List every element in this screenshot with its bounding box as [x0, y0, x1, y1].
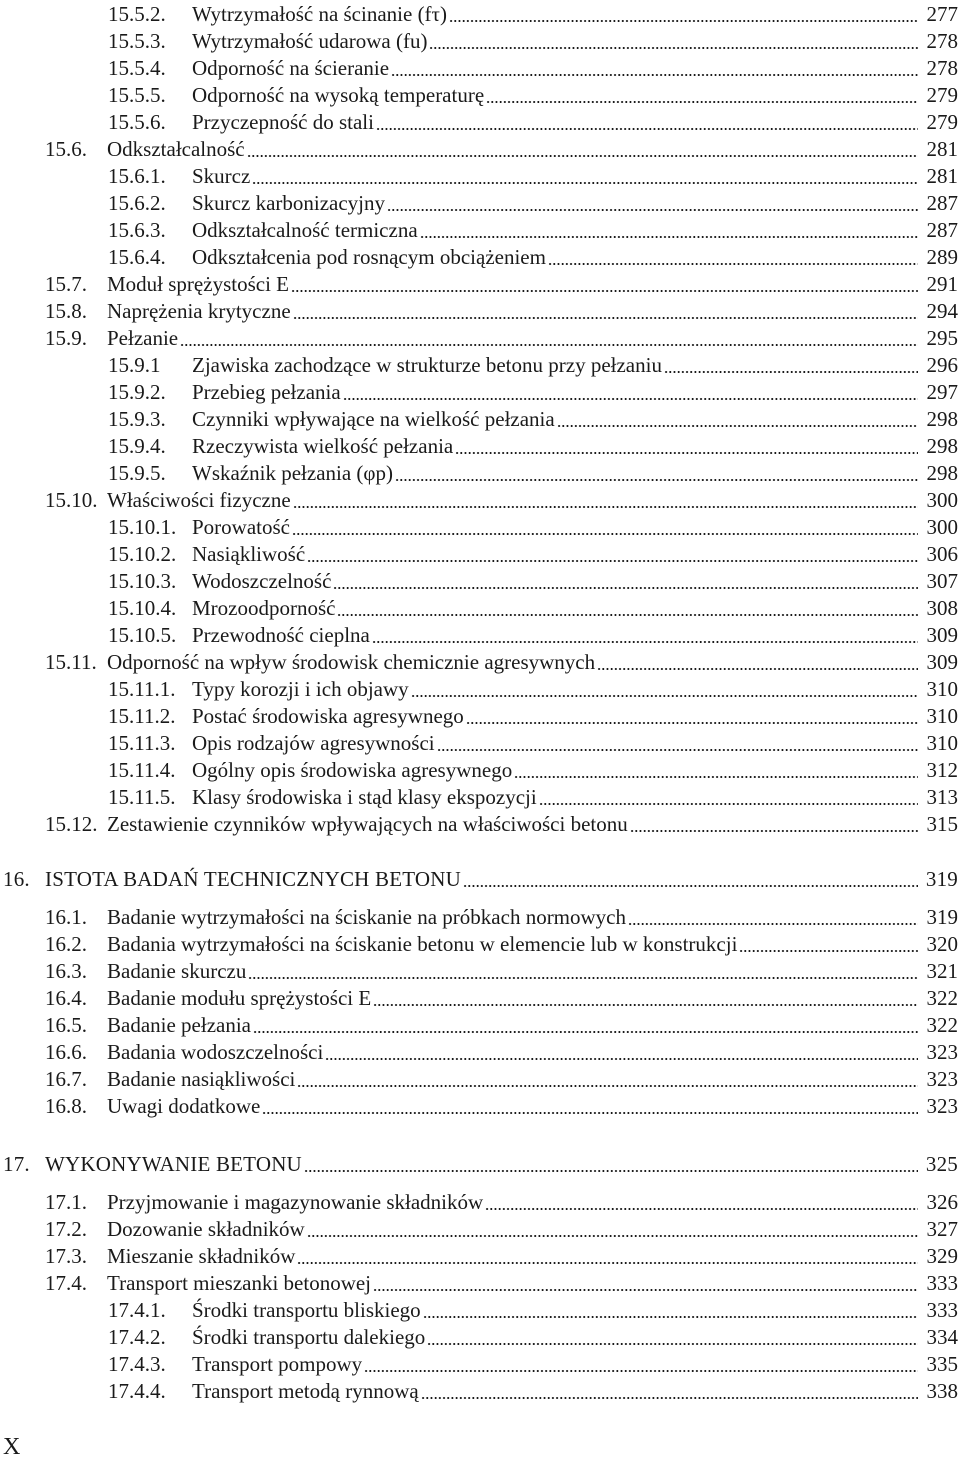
toc-entry	[0, 405, 958, 432]
toc-entry-title: Zestawienie czynników wpływających na właściwości betonu	[107, 812, 628, 836]
toc-entry-page: 279	[926, 83, 958, 107]
toc-entry-number: 15.11.4.	[108, 758, 176, 782]
toc-entry	[0, 783, 958, 810]
dot-leader	[437, 733, 918, 754]
toc-entry-page: 298	[926, 407, 958, 431]
toc-entry-page: 329	[926, 1244, 958, 1268]
toc-entry-number: 16.8.	[45, 1094, 87, 1118]
dot-leader	[252, 166, 918, 187]
toc-entry-number: 17.3.	[45, 1244, 87, 1268]
dot-leader	[466, 706, 918, 727]
toc-entry-title: Środki transportu bliskiego	[192, 1298, 421, 1322]
toc-entry-title: Przyjmowanie i magazynowanie składników	[107, 1190, 484, 1214]
toc-entry-page: 281	[926, 137, 958, 161]
toc-entry-title: Wskaźnik pełzania (φp)	[192, 461, 394, 485]
toc-entry-title: Wytrzymałość udarowa (fu)	[192, 29, 428, 53]
toc-entry-page: 323	[926, 1040, 958, 1064]
toc-entry-title: Właściwości fizyczne	[107, 488, 291, 512]
dot-leader	[343, 382, 918, 403]
dot-leader	[372, 625, 918, 646]
toc-entry-title: Odporność na wysoką temperaturę	[192, 83, 485, 107]
toc-entry-number: 15.9.2.	[108, 380, 166, 404]
dot-leader	[333, 571, 918, 592]
toc-entry-number: 17.2.	[45, 1217, 87, 1241]
toc-entry	[0, 135, 958, 162]
toc-entry-title: Odkształcalność	[107, 137, 245, 161]
toc-entry	[0, 567, 958, 594]
toc-entry-title: Skurcz karbonizacyjny	[192, 191, 386, 215]
toc-entry-page: 321	[926, 959, 958, 983]
toc-entry	[0, 1377, 958, 1404]
toc-entry-page: 310	[926, 704, 958, 728]
dot-leader	[449, 4, 918, 25]
toc-entry-page: 334	[926, 1325, 958, 1349]
toc-entry-title: Badanie skurczu	[107, 959, 247, 983]
toc-entry-number: 15.5.5.	[108, 83, 166, 107]
toc-entry	[0, 351, 958, 378]
toc-entry-title: Badanie modułu sprężystości E	[107, 986, 372, 1010]
toc-entry-page: 323	[926, 1094, 958, 1118]
toc-entry-page: 281	[926, 164, 958, 188]
toc-entry-number: 16.	[3, 867, 30, 891]
toc-entry-page: 319	[926, 905, 958, 929]
toc-entry	[0, 162, 958, 189]
toc-entry-title: Zjawiska zachodzące w strukturze betonu przy pełzaniu	[192, 353, 662, 377]
toc-entry	[0, 378, 958, 405]
toc-entry-page: 287	[926, 218, 958, 242]
toc-entry-page: 287	[926, 191, 958, 215]
toc-entry-page: 313	[926, 785, 958, 809]
toc-entry	[0, 810, 958, 837]
toc-entry-page: 338	[926, 1379, 958, 1403]
toc-entry-number: 15.9.3.	[108, 407, 166, 431]
toc-entry-page: 298	[926, 461, 958, 485]
toc-entry-page: 327	[926, 1217, 958, 1241]
toc-entry-number: 15.6.4.	[108, 245, 166, 269]
toc-entry-number: 15.6.3.	[108, 218, 166, 242]
toc-entry	[0, 108, 958, 135]
toc-entry-page: 298	[926, 434, 958, 458]
toc-entry	[0, 594, 958, 621]
toc-entry-page: 326	[926, 1190, 958, 1214]
toc-entry-number: 15.11.3.	[108, 731, 176, 755]
toc-entry-page: 322	[926, 1013, 958, 1037]
toc-entry	[0, 81, 958, 108]
dot-leader	[421, 1381, 918, 1402]
dot-leader	[304, 1154, 918, 1175]
toc-entry-page: 323	[926, 1067, 958, 1091]
toc-entry-title: Postać środowiska agresywnego	[192, 704, 464, 728]
toc-entry-number: 15.6.1.	[108, 164, 166, 188]
toc-entry	[0, 54, 958, 81]
toc-entry-number: 15.5.3.	[108, 29, 166, 53]
dot-leader	[539, 787, 918, 808]
toc-entry-number: 16.6.	[45, 1040, 87, 1064]
toc-entry-number: 17.1.	[45, 1190, 87, 1214]
toc-entry-number: 16.5.	[45, 1013, 87, 1037]
dot-leader	[364, 1354, 918, 1375]
toc-entry-number: 15.9.4.	[108, 434, 166, 458]
toc-entry-number: 15.7.	[45, 272, 87, 296]
dot-leader	[387, 193, 918, 214]
dot-leader	[337, 598, 918, 619]
toc-entry-title: Badanie wytrzymałości na ściskanie na próbkach normowych	[107, 905, 627, 929]
toc-entry-page: 307	[926, 569, 958, 593]
toc-entry-number: 16.4.	[45, 986, 87, 1010]
dot-leader	[253, 1015, 918, 1036]
toc-entry-number: 17.4.3.	[108, 1352, 166, 1376]
toc-entry-number: 15.6.2.	[108, 191, 166, 215]
toc-entry	[0, 1323, 958, 1350]
toc-entry-title: Naprężenia krytyczne	[107, 299, 291, 323]
toc-entry-title: Mrozoodporność	[192, 596, 336, 620]
toc-entry	[0, 243, 958, 270]
toc-entry-title: Odkształcenia pod rosnącym obciążeniem	[192, 245, 546, 269]
toc-entry-page: 320	[926, 932, 958, 956]
toc-entry-page: 289	[926, 245, 958, 269]
dot-leader	[597, 652, 918, 673]
toc-entry-title: Ogólny opis środowiska agresywnego	[192, 758, 513, 782]
toc-entry-number: 15.10.	[45, 488, 98, 512]
toc-entry-title: Porowatość	[192, 515, 290, 539]
dot-leader	[293, 490, 918, 511]
toc-entry	[0, 865, 958, 892]
toc-entry	[0, 189, 958, 216]
dot-leader	[180, 328, 918, 349]
toc-entry	[0, 513, 958, 540]
toc-entry-page: 325	[925, 1152, 958, 1176]
toc-entry	[0, 216, 958, 243]
dot-leader	[293, 301, 918, 322]
toc-entry-number: 17.4.1.	[108, 1298, 166, 1322]
toc-entry-title: Czynniki wpływające na wielkość pełzania	[192, 407, 555, 431]
dot-leader	[486, 85, 918, 106]
toc-entry	[0, 621, 958, 648]
toc-entry-number: 15.10.3.	[108, 569, 177, 593]
toc-entry-page: 279	[926, 110, 958, 134]
toc-entry-page: 277	[926, 2, 958, 26]
dot-leader	[297, 1069, 918, 1090]
toc-entry-page: 322	[926, 986, 958, 1010]
toc-entry-number: 16.2.	[45, 932, 87, 956]
toc-entry	[0, 702, 958, 729]
toc-entry-page: 315	[926, 812, 958, 836]
toc-entry	[0, 903, 958, 930]
toc-entry-title: Odporność na wpływ środowisk chemicznie agresywnych	[107, 650, 596, 674]
dot-leader	[664, 355, 918, 376]
toc-entry-number: 15.5.6.	[108, 110, 166, 134]
toc-entry-number: 15.9.5.	[108, 461, 166, 485]
toc-entry-title: Rzeczywista wielkość pełzania	[192, 434, 454, 458]
toc-entry-number: 15.6.	[45, 137, 87, 161]
toc-entry	[0, 984, 958, 1011]
toc-entry	[0, 1350, 958, 1377]
toc-entry	[0, 540, 958, 567]
toc-entry-number: 17.4.	[45, 1271, 87, 1295]
toc-entry	[0, 297, 958, 324]
dot-leader	[427, 1327, 918, 1348]
toc-entry	[0, 1150, 958, 1177]
toc-entry	[0, 648, 958, 675]
toc-entry-number: 15.11.2.	[108, 704, 176, 728]
toc-entry-title: Transport mieszanki betonowej	[107, 1271, 372, 1295]
toc-entry	[0, 1242, 958, 1269]
toc-entry-title: Badanie pełzania	[107, 1013, 252, 1037]
dot-leader	[423, 1300, 918, 1321]
toc-entry	[0, 1269, 958, 1296]
dot-leader	[548, 247, 918, 268]
dot-leader	[248, 961, 918, 982]
dot-leader	[455, 436, 918, 457]
toc-entry-title: Klasy środowiska i stąd klasy ekspozycji	[192, 785, 537, 809]
toc-entry-title: Uwagi dodatkowe	[107, 1094, 261, 1118]
toc-entry-number: 16.3.	[45, 959, 87, 983]
dot-leader	[247, 139, 918, 160]
dot-leader	[429, 31, 918, 52]
dot-leader	[373, 988, 918, 1009]
toc-entry	[0, 324, 958, 351]
toc-entry-page: 309	[926, 650, 958, 674]
dot-leader	[630, 814, 918, 835]
dot-leader	[307, 544, 918, 565]
toc-entry-title: Dozowanie składników	[107, 1217, 305, 1241]
toc-entry	[0, 1011, 958, 1038]
dot-leader	[411, 679, 918, 700]
toc-entry-number: 15.11.5.	[108, 785, 176, 809]
toc-entry	[0, 459, 958, 486]
dot-leader	[307, 1219, 918, 1240]
toc-entry-title: Badanie nasiąkliwości	[107, 1067, 296, 1091]
toc-entry-page: 310	[926, 731, 958, 755]
toc-entry-page: 335	[926, 1352, 958, 1376]
toc-entry	[0, 270, 958, 297]
toc-entry-page: 306	[926, 542, 958, 566]
toc-entry-page: 310	[926, 677, 958, 701]
toc-entry-title: Mieszanie składników	[107, 1244, 296, 1268]
toc-entry-page: 296	[926, 353, 958, 377]
dot-leader	[297, 1246, 918, 1267]
toc-entry-number: 16.7.	[45, 1067, 87, 1091]
dot-leader	[485, 1192, 918, 1213]
toc-entry-title: Przewodność cieplna	[192, 623, 370, 647]
toc-entry	[0, 0, 958, 27]
toc-entry	[0, 1038, 958, 1065]
toc-entry	[0, 27, 958, 54]
toc-entry-page: 333	[926, 1298, 958, 1322]
toc-entry-title: Odkształcalność termiczna	[192, 218, 418, 242]
toc-entry	[0, 675, 958, 702]
toc-entry-title: Pełzanie	[107, 326, 179, 350]
toc-entry-number: 16.1.	[45, 905, 87, 929]
dot-leader	[557, 409, 918, 430]
toc-entry-number: 15.9.	[45, 326, 87, 350]
toc-entry-title: Opis rodzajów agresywności	[192, 731, 435, 755]
toc-entry-number: 15.10.5.	[108, 623, 177, 647]
dot-leader	[325, 1042, 918, 1063]
toc-entry-title: Wodoszczelność	[192, 569, 332, 593]
toc-entry-number: 15.10.2.	[108, 542, 177, 566]
toc-entry	[0, 1188, 958, 1215]
toc-entry-title: Badania wodoszczelności	[107, 1040, 324, 1064]
toc-entry-title: Badania wytrzymałości na ściskanie betonu w elemencie lub w konstrukcji	[107, 932, 738, 956]
toc-entry-number: 15.11.1.	[108, 677, 176, 701]
toc-entry	[0, 1065, 958, 1092]
toc-entry-title: WYKONYWANIE BETONU	[45, 1152, 302, 1176]
toc-entry-title: Transport pompowy	[192, 1352, 363, 1376]
toc-entry-number: 17.4.4.	[108, 1379, 166, 1403]
toc-entry	[0, 486, 958, 513]
dot-leader	[292, 517, 918, 538]
toc-entry-title: ISTOTA BADAŃ TECHNICZNYCH BETONU	[45, 867, 461, 891]
toc-entry-page: 300	[926, 488, 958, 512]
toc-entry-title: Środki transportu dalekiego	[192, 1325, 426, 1349]
toc-entry-page: 319	[925, 867, 958, 891]
toc-entry-page: 308	[926, 596, 958, 620]
toc-entry-title: Nasiąkliwość	[192, 542, 306, 566]
toc-entry-number: 15.5.4.	[108, 56, 166, 80]
toc-entry-number: 15.8.	[45, 299, 87, 323]
toc-entry-title: Wytrzymałość na ścinanie (fτ)	[192, 2, 447, 26]
toc-entry-number: 15.12.	[45, 812, 98, 836]
dot-leader	[514, 760, 918, 781]
toc-entry-number: 15.5.2.	[108, 2, 166, 26]
toc-entry-page: 295	[926, 326, 958, 350]
toc-entry-page: 300	[926, 515, 958, 539]
toc-entry	[0, 729, 958, 756]
toc-entry	[0, 432, 958, 459]
toc-entry-page: 297	[926, 380, 958, 404]
toc-entry-number: 15.10.4.	[108, 596, 177, 620]
toc-entry	[0, 1296, 958, 1323]
dot-leader	[373, 1273, 918, 1294]
toc-entry-title: Moduł sprężystości E	[107, 272, 289, 296]
toc-entry-page: 312	[926, 758, 958, 782]
toc-entry-title: Przebieg pełzania	[192, 380, 341, 404]
toc-entry	[0, 1215, 958, 1242]
dot-leader	[628, 907, 918, 928]
toc-entry-title: Przyczepność do stali	[192, 110, 374, 134]
toc-entry-page: 291	[926, 272, 958, 296]
toc-entry-page: 278	[926, 29, 958, 53]
dot-leader	[391, 58, 918, 79]
toc-entry-page: 333	[926, 1271, 958, 1295]
toc-entry-number: 15.11.	[45, 650, 97, 674]
toc-entry-title: Transport metodą rynnową	[192, 1379, 419, 1403]
toc-entry	[0, 1092, 958, 1119]
toc-entry-number: 15.9.1	[108, 353, 161, 377]
toc-entry-title: Skurcz	[192, 164, 251, 188]
toc-entry-page: 309	[926, 623, 958, 647]
toc-entry-number: 15.10.1.	[108, 515, 177, 539]
dot-leader	[376, 112, 918, 133]
toc-entry-page: 278	[926, 56, 958, 80]
toc-entry-number: 17.	[3, 1152, 30, 1176]
toc-entry-number: 17.4.2.	[108, 1325, 166, 1349]
dot-leader	[739, 934, 918, 955]
toc-entry	[0, 756, 958, 783]
dot-leader	[395, 463, 918, 484]
page-number: X	[3, 1434, 21, 1460]
dot-leader	[291, 274, 918, 295]
dot-leader	[463, 869, 918, 890]
toc-entry	[0, 957, 958, 984]
dot-leader	[420, 220, 918, 241]
toc-entry-title: Odporność na ścieranie	[192, 56, 390, 80]
dot-leader	[262, 1096, 918, 1117]
toc-entry-title: Typy korozji i ich objawy	[192, 677, 409, 701]
toc-entry	[0, 930, 958, 957]
toc-entry-page: 294	[926, 299, 958, 323]
